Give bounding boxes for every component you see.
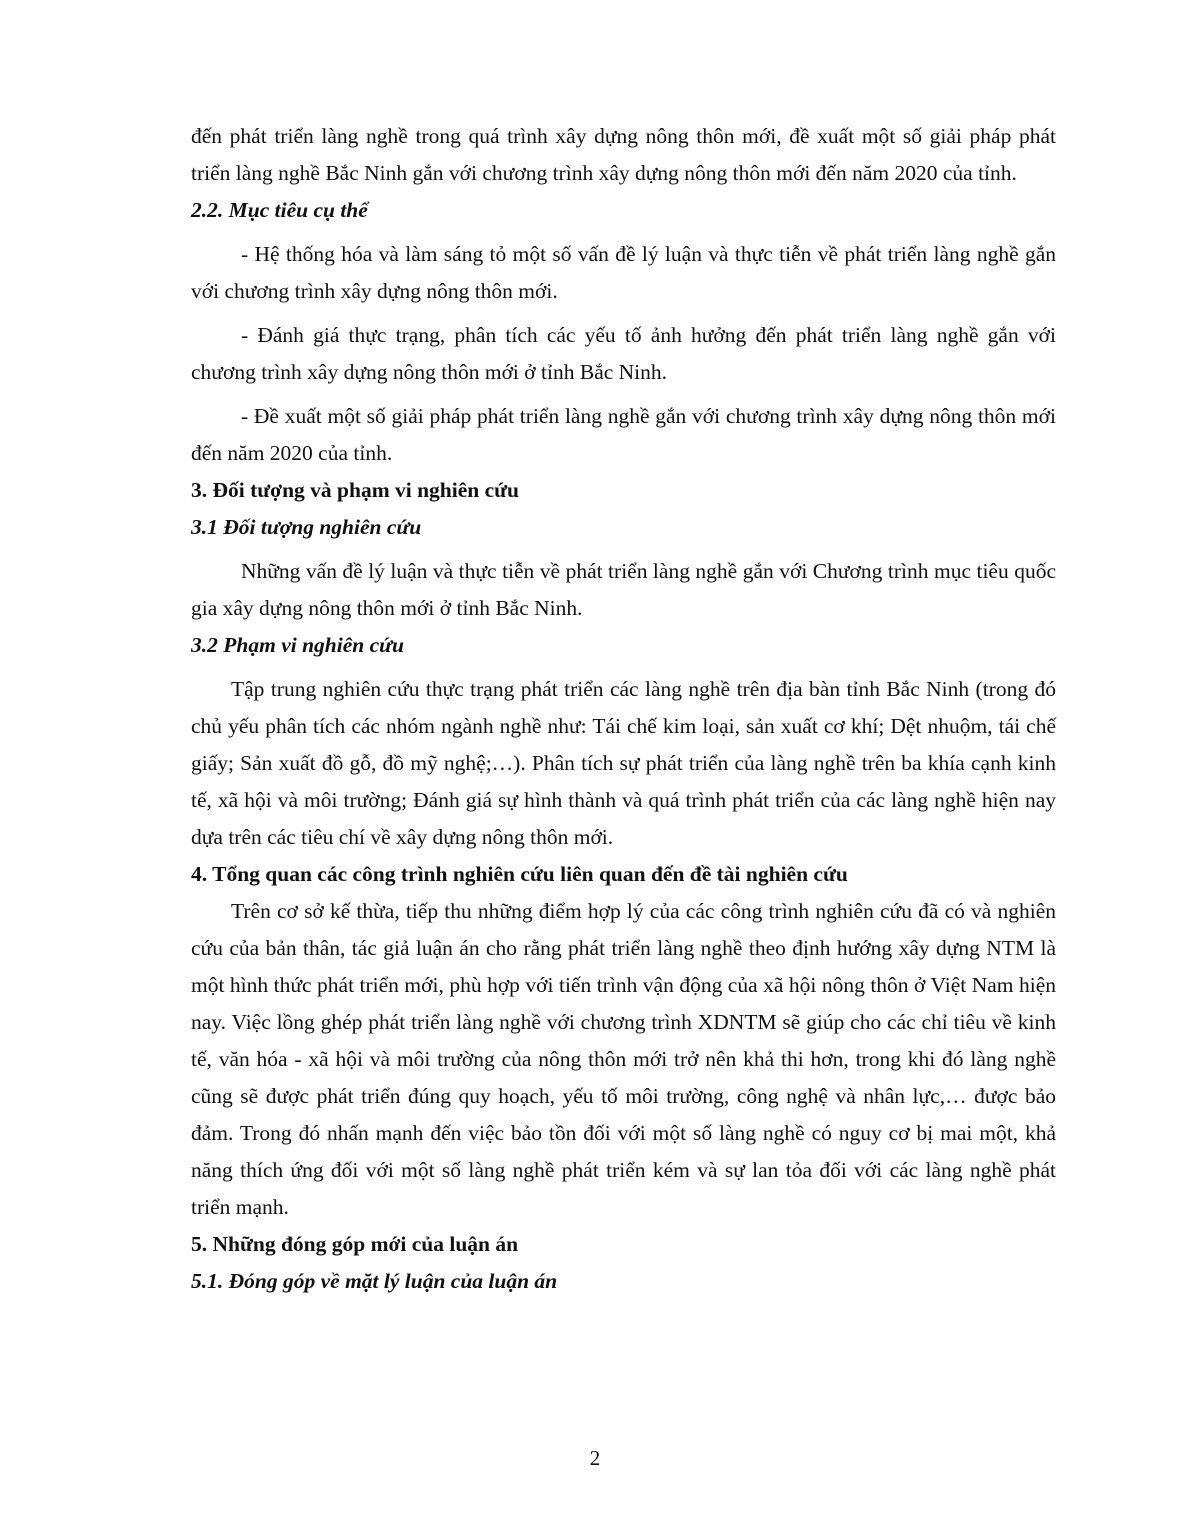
paragraph-2-2-c: - Đề xuất một số giải pháp phát triển làng nghề gắn với chương trình xây dựng nông thôn mới đến năm 2020 của tỉnh. bbox=[191, 404, 1056, 465]
heading-5-1: 5.1. Đóng góp về mặt lý luận của luận án bbox=[191, 1269, 558, 1293]
heading-2-2: 2.2. Mục tiêu cụ thể bbox=[191, 198, 368, 222]
heading-3-1: 3.1 Đối tượng nghiên cứu bbox=[191, 515, 422, 539]
paragraph-4: Trên cơ sở kế thừa, tiếp thu những điểm hợp lý của các công trình nghiên cứu đã có và nghiên cứu của bản thân, tác giả luận án cho rằng phát triển làng nghề theo định hướng xây dựng NTM là một hình thức phát triển mới, phù hợp với tiến trình vận động của xã hội nông thôn ở Việt Nam hiện nay. Việc lồng ghép phát triển làng nghề với chương trình XDNTM sẽ giúp cho các chỉ tiêu về kinh tế, văn hóa - xã hội và môi trường của nông thôn mới trở nên khả thi hơn, trong khi đó làng nghề cũng sẽ được phát triển đúng quy hoạch, yếu tố môi trường, công nghệ và nhân lực,… được bảo đảm. Trong đó nhấn mạnh đến việc bảo tồn đối với một số làng nghề có nguy cơ bị mai một, khả năng thích ứng đối với một số làng nghề phát triển kém và sự lan tỏa đối với các làng nghề phát triển mạnh. bbox=[191, 899, 1056, 1219]
paragraph-3-1: Những vấn đề lý luận và thực tiễn về phát triển làng nghề gắn với Chương trình mục tiêu quốc gia xây dựng nông thôn mới ở tỉnh Bắc Ninh. bbox=[191, 559, 1056, 620]
paragraph-2-2-b: - Đánh giá thực trạng, phân tích các yếu tố ảnh hưởng đến phát triển làng nghề gắn với chương trình xây dựng nông thôn mới ở tỉnh Bắc Ninh. bbox=[191, 323, 1056, 384]
heading-3: 3. Đối tượng và phạm vi nghiên cứu bbox=[191, 478, 520, 502]
heading-4: 4. Tổng quan các công trình nghiên cứu liên quan đến đề tài nghiên cứu bbox=[191, 862, 848, 886]
paragraph-2-2-a: - Hệ thống hóa và làm sáng tỏ một số vấn đề lý luận và thực tiễn về phát triển làng nghề gắn với chương trình xây dựng nông thôn mới. bbox=[191, 242, 1056, 303]
heading-3-2: 3.2 Phạm vi nghiên cứu bbox=[191, 633, 404, 657]
paragraph-intro: đến phát triển làng nghề trong quá trình xây dựng nông thôn mới, đề xuất một số giải pháp phát triển làng nghề Bắc Ninh gắn với chương trình xây dựng nông thôn mới đến năm 2020 của tỉnh. bbox=[191, 124, 1056, 185]
page-number: 2 bbox=[589, 1446, 601, 1470]
heading-5: 5. Những đóng góp mới của luận án bbox=[191, 1232, 519, 1256]
paragraph-3-2: Tập trung nghiên cứu thực trạng phát triển các làng nghề trên địa bàn tỉnh Bắc Ninh (trong đó chủ yếu phân tích các nhóm ngành nghề như: Tái chế kim loại, sản xuất cơ khí; Dệt nhuộm, tái chế giấy; Sản xuất đồ gỗ, đồ mỹ nghệ;…). Phân tích sự phát triển của làng nghề trên ba khía cạnh kinh tế, xã hội và môi trường; Đánh giá sự hình thành và quá trình phát triển của các làng nghề hiện nay dựa trên các tiêu chí về xây dựng nông thôn mới. bbox=[191, 677, 1056, 849]
document-body bbox=[191, 118, 1056, 1300]
